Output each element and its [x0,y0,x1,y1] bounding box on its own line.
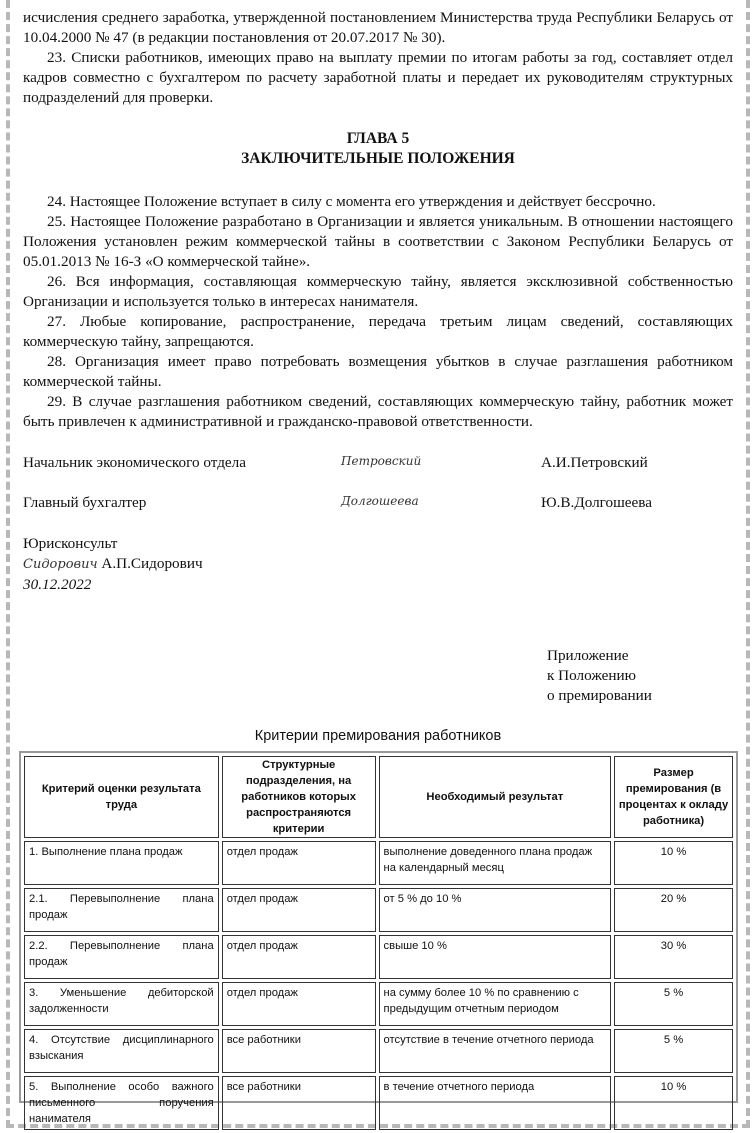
table-cell: 2.1. Перевыполнение плана продаж [24,888,219,932]
appendix-line: к Положению [547,667,636,684]
chapter-title: ЗАКЛЮЧИТЕЛЬНЫЕ ПОЛОЖЕНИЯ [241,150,515,167]
table-cell: отдел продаж [222,982,376,1026]
signer-position: Главный бухгалтер [23,494,147,511]
table-cell: 3. Уменьшение дебиторской задолженности [24,982,219,1026]
table-cell: 1. Выполнение плана продаж [24,841,219,885]
chapter-number: ГЛАВА 5 [346,130,410,147]
signature-row [23,494,733,534]
handwritten-signature: Сидорович [23,557,98,572]
appendix-note [547,646,652,706]
table-cell: 10 % [614,841,733,885]
clause: 24. Настоящее Положение вступает в силу с момента его утверждения и действует бессрочно. [47,193,656,210]
table-cell: отдел продаж [222,935,376,979]
jurist-block [23,534,733,595]
table-cell: в течение отчетного периода [379,1076,612,1130]
table-row [24,982,733,1026]
table-row [24,841,733,885]
clause: 25. Настоящее Положение разработано в Организации и является уникальным. В отношении настоящего Положения установлен режим коммерческой тайны в соответствии с Законом Республики Беларусь от 05.01.2013 № 16-З «О коммерческой тайне». [23,213,733,270]
column-header: Критерий оценки результата труда [24,756,219,838]
table-title: Критерии премирования работников [254,728,502,744]
table-cell: от 5 % до 10 % [379,888,612,932]
handwritten-signature: Долгошеева [341,494,419,508]
table-cell: отдел продаж [222,841,376,885]
appendix-line: Приложение [547,647,629,664]
signature-row [23,454,733,494]
paragraph: исчисления среднего заработка, утвержденной постановлением Министерства труда Республики Беларусь от 10.04.2000 № 47 (в редакции постановления от 20.07.2017 № 30). [23,9,733,46]
table-cell: 5 % [614,982,733,1026]
table-cell: 2.2. Перевыполнение плана продаж [24,935,219,979]
clause: 27. Любые копирование, распространение, передача третьим лицам сведений, составляющих коммерческую тайну, запрещаются. [23,313,733,350]
jurist-name: А.П.Сидорович [101,555,203,572]
signer-name: А.И.Петровский [541,454,648,471]
table-cell: отдел продаж [222,888,376,932]
signer-name: Ю.В.Долгошеева [541,494,652,511]
table-row [24,1029,733,1073]
table-row [24,1076,733,1130]
column-header: Необходимый результат [379,756,612,838]
column-header: Структурные подразделения, на работников которых распространяются критерии [222,756,376,838]
table-cell: все работники [222,1029,376,1073]
paragraph: 23. Списки работников, имеющих право на выплату премии по итогам работы за год, составляет отдел кадров совместно с бухгалтером по расчету заработной платы и передает их руководителям структурных подразделений для проверки. [23,49,733,106]
table-cell: 20 % [614,888,733,932]
table-cell: 10 % [614,1076,733,1130]
table-cell: свыше 10 % [379,935,612,979]
table-cell: 5. Выполнение особо важного письменного поручения нанимателя [24,1076,219,1130]
clause: 28. Организация имеет право потребовать возмещения убытков в случае разглашения работником коммерческой тайны. [23,353,733,390]
document-body [23,8,733,595]
signer-position: Начальник экономического отдела [23,454,246,471]
table-cell: 4. Отсутствие дисциплинарного взыскания [24,1029,219,1073]
table-row [24,888,733,932]
document-date: 30.12.2022 [23,576,92,593]
column-header: Размер премирования (в процентах к окладу работника) [614,756,733,838]
table-row [24,935,733,979]
appendix-line: о премировании [547,687,652,704]
table-cell: отсутствие в течение отчетного периода [379,1029,612,1073]
clause: 29. В случае разглашения работником сведений, составляющих коммерческую тайну, работник может быть привлечен к административной и гражданско-правовой ответственности. [23,393,733,430]
table-header-row [24,756,733,838]
table-cell: на сумму более 10 % по сравнению с предыдущим отчетным периодом [379,982,612,1026]
jurist-position: Юрисконсульт [23,535,118,552]
criteria-table-frame [19,751,738,1125]
clause: 26. Вся информация, составляющая коммерческую тайну, является эксклюзивной собственностью Организации и используется только в интересах нанимателя. [23,273,733,310]
handwritten-signature: Петровский [341,454,422,468]
table-cell: 5 % [614,1029,733,1073]
table-cell: все работники [222,1076,376,1130]
table-cell: 30 % [614,935,733,979]
bonus-criteria-table [21,753,736,1133]
table-cell: выполнение доведенного плана продаж на календарный месяц [379,841,612,885]
